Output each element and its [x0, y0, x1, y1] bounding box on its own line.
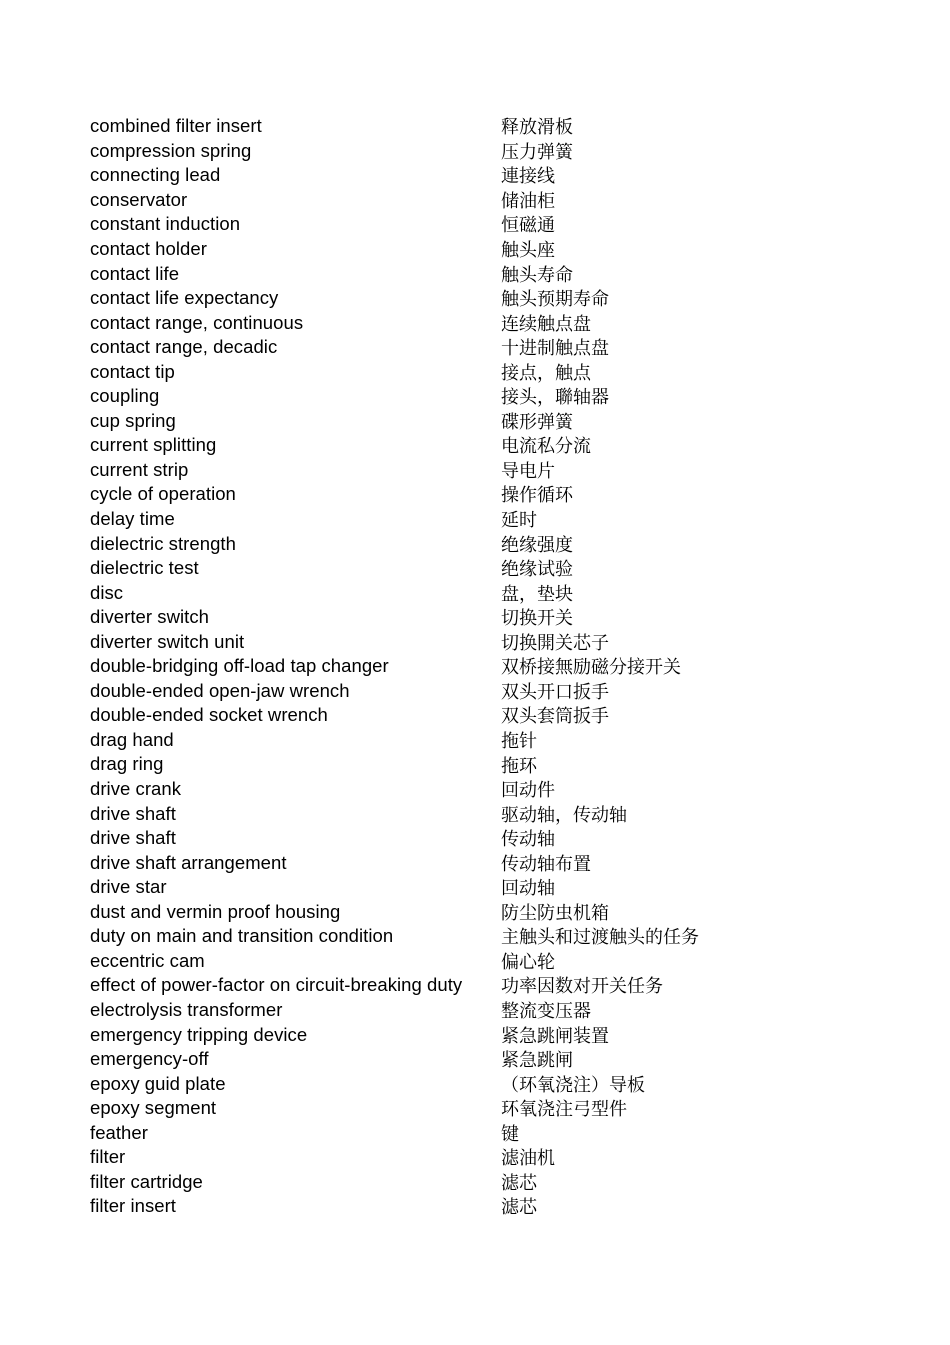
glossary-row — [90, 679, 870, 704]
glossary-row — [90, 1194, 870, 1219]
english-term: conservator — [90, 188, 188, 210]
glossary-row — [90, 139, 870, 164]
chinese-translation: 功率因数对开关任务 — [501, 976, 663, 998]
english-term: drag ring — [90, 753, 164, 775]
glossary-row — [90, 703, 870, 728]
chinese-translation: 回动件 — [501, 780, 555, 802]
english-term: emergency tripping device — [90, 1023, 308, 1045]
glossary-row — [90, 752, 870, 777]
chinese-translation: 紧急跳闸 — [501, 1050, 573, 1072]
english-term: filter insert — [90, 1195, 176, 1217]
chinese-translation: 接头，聯轴器 — [501, 387, 609, 409]
chinese-translation: 释放滑板 — [501, 117, 573, 139]
english-term: contact life — [90, 262, 180, 284]
chinese-translation: 滤芯 — [501, 1197, 537, 1219]
glossary-row — [90, 777, 870, 802]
glossary-row — [90, 507, 870, 532]
glossary-row — [90, 409, 870, 434]
glossary-row — [90, 605, 870, 630]
chinese-translation: 传动轴布置 — [501, 853, 591, 875]
glossary-row — [90, 531, 870, 556]
glossary-row — [90, 114, 870, 139]
glossary-row — [90, 1170, 870, 1195]
glossary-row — [90, 998, 870, 1023]
english-term: delay time — [90, 508, 175, 530]
english-term: cup spring — [90, 409, 176, 431]
glossary-row — [90, 433, 870, 458]
chinese-translation: 主触头和过渡触头的任务 — [501, 927, 699, 949]
glossary-row — [90, 188, 870, 213]
chinese-translation: 导电片 — [501, 460, 555, 482]
chinese-translation: 操作循环 — [501, 485, 573, 507]
english-term: connecting lead — [90, 164, 221, 186]
chinese-translation: 延时 — [501, 510, 537, 532]
english-term: dielectric strength — [90, 532, 236, 554]
chinese-translation: 滤芯 — [501, 1172, 537, 1194]
english-term: effect of power-factor on circuit-breaking duty — [90, 974, 463, 996]
english-term: eccentric cam — [90, 949, 205, 971]
english-term: filter cartridge — [90, 1170, 203, 1192]
chinese-translation: 拖针 — [501, 730, 537, 752]
glossary-row — [90, 826, 870, 851]
english-term: epoxy segment — [90, 1097, 217, 1119]
english-term: cycle of operation — [90, 483, 236, 505]
english-term: current strip — [90, 458, 189, 480]
chinese-translation: 接点，触点 — [501, 362, 591, 384]
chinese-translation: 十进制触点盘 — [501, 338, 609, 360]
english-term: double-ended open-jaw wrench — [90, 679, 350, 701]
chinese-translation: 触头座 — [501, 240, 555, 262]
english-term: coupling — [90, 385, 160, 407]
chinese-translation: 回动轴 — [501, 878, 555, 900]
english-term: drive shaft arrangement — [90, 851, 287, 873]
chinese-translation: 传动轴 — [501, 829, 555, 851]
glossary-row — [90, 1022, 870, 1047]
chinese-translation: 恒磁通 — [501, 215, 555, 237]
chinese-translation: 整流变压器 — [501, 1000, 591, 1022]
glossary-row — [90, 384, 870, 409]
english-term: dust and vermin proof housing — [90, 900, 341, 922]
chinese-translation: 切换開关芯子 — [501, 632, 609, 654]
chinese-translation: 连续触点盘 — [501, 313, 591, 335]
glossary-row — [90, 949, 870, 974]
chinese-translation: 拖环 — [501, 755, 537, 777]
glossary-row — [90, 359, 870, 384]
english-term: filter — [90, 1146, 126, 1168]
glossary-row — [90, 1071, 870, 1096]
glossary-row — [90, 237, 870, 262]
chinese-translation: 键 — [501, 1123, 519, 1145]
chinese-translation: 双桥接無励磁分接开关 — [501, 657, 681, 679]
glossary-row — [90, 335, 870, 360]
glossary-row — [90, 850, 870, 875]
english-term: diverter switch — [90, 606, 209, 628]
chinese-translation: 驱动轴，传动轴 — [501, 804, 627, 826]
english-term: double-ended socket wrench — [90, 704, 328, 726]
glossary-row — [90, 728, 870, 753]
chinese-translation: 压力弹簧 — [501, 141, 573, 163]
glossary-row — [90, 458, 870, 483]
glossary-row — [90, 163, 870, 188]
english-term: drive star — [90, 876, 167, 898]
english-term: drive shaft — [90, 802, 176, 824]
english-term: dielectric test — [90, 557, 199, 579]
glossary-row — [90, 286, 870, 311]
chinese-translation: 双头套筒扳手 — [501, 706, 609, 728]
english-term: duty on main and transition condition — [90, 925, 394, 947]
english-term: constant induction — [90, 213, 241, 235]
glossary-row — [90, 1047, 870, 1072]
chinese-translation: 触头预期寿命 — [501, 289, 609, 311]
english-term: contact tip — [90, 360, 175, 382]
glossary-row — [90, 1145, 870, 1170]
glossary-row — [90, 924, 870, 949]
english-term: epoxy guid plate — [90, 1072, 226, 1094]
chinese-translation: 偏心轮 — [501, 951, 555, 973]
chinese-translation: 盘，垫块 — [501, 583, 573, 605]
english-term: diverter switch unit — [90, 630, 245, 652]
english-term: drive crank — [90, 778, 182, 800]
glossary-row — [90, 875, 870, 900]
chinese-translation: （环氧浇注）导板 — [501, 1074, 645, 1096]
english-term: disc — [90, 581, 124, 603]
chinese-translation: 滤油机 — [501, 1148, 555, 1170]
glossary-row — [90, 973, 870, 998]
chinese-translation: 环氧浇注弓型件 — [501, 1099, 627, 1121]
chinese-translation: 触头寿命 — [501, 264, 573, 286]
chinese-translation: 防尘防虫机箱 — [501, 902, 609, 924]
glossary-list — [90, 114, 870, 1219]
glossary-row — [90, 580, 870, 605]
glossary-row — [90, 900, 870, 925]
english-term: emergency-off — [90, 1048, 209, 1070]
glossary-row — [90, 556, 870, 581]
english-term: contact range, decadic — [90, 336, 278, 358]
english-term: combined filter insert — [90, 115, 262, 137]
chinese-translation: 绝缘试验 — [501, 559, 573, 581]
english-term: contact life expectancy — [90, 287, 279, 309]
english-term: double-bridging off-load tap changer — [90, 655, 389, 677]
glossary-row — [90, 261, 870, 286]
chinese-translation: 紧急跳闸装置 — [501, 1025, 609, 1047]
chinese-translation: 切换开关 — [501, 608, 573, 630]
english-term: contact holder — [90, 238, 207, 259]
glossary-row — [90, 629, 870, 654]
chinese-translation: 碟形弹簧 — [501, 411, 573, 433]
english-term: drive shaft — [90, 827, 176, 849]
glossary-row — [90, 801, 870, 826]
english-term: current splitting — [90, 434, 217, 456]
glossary-row — [90, 310, 870, 335]
english-term: contact range, continuous — [90, 311, 304, 333]
glossary-row — [90, 482, 870, 507]
glossary-row — [90, 654, 870, 679]
chinese-translation: 連接线 — [501, 166, 555, 188]
chinese-translation: 绝缘强度 — [501, 534, 573, 556]
english-term: electrolysis transformer — [90, 998, 283, 1020]
english-term: compression spring — [90, 139, 252, 161]
glossary-row — [90, 1096, 870, 1121]
glossary-row — [90, 1120, 870, 1145]
english-term: drag hand — [90, 728, 174, 750]
chinese-translation: 储油柜 — [501, 190, 555, 212]
chinese-translation: 双头开口扳手 — [501, 681, 609, 703]
chinese-translation: 电流私分流 — [501, 436, 591, 458]
glossary-row — [90, 212, 870, 237]
english-term: feather — [90, 1121, 148, 1143]
